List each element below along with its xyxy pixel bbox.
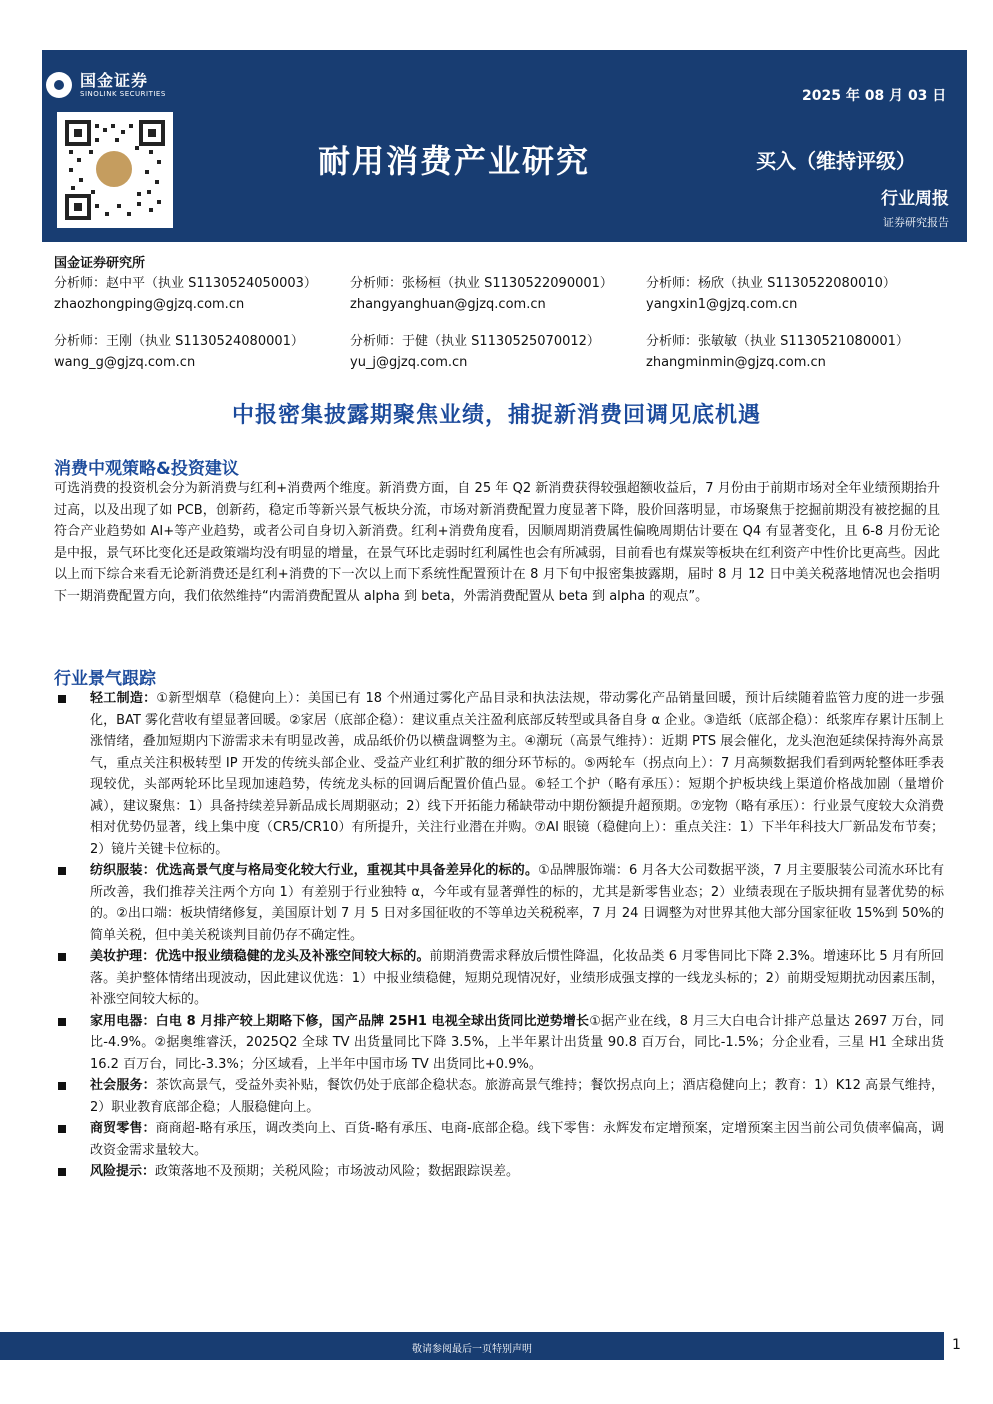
footer-disclaimer[interactable]: 敬请参阅最后一页特别声明: [412, 1344, 532, 1355]
bullet-text: ①新型烟草（稳健向上）：美国已有 18 个州通过雾化产品目录和执法法规，带动雾化产品销量回暖，预计后续随着监管力度的进一步强化，BAT 雾化营收有望显著回暖。②家居（底部企稳）：建议重点关注盈利底部反转型或具备自身 α 企业。③造纸（底部企稳）：纸浆库存累计压制上涨情绪，叠加短期内下游需求未有明显改善，成品纸价仍以横盘调整为主。④潮玩（高景气维持）：近期 PTS 展会催化，龙头泡泡延续保持海外高景气，重点关注积极转型 IP 开发的传统头部企业、受益产业红利扩散的细分环节标的。⑤两轮车（拐点向上）：7 月高频数据我们看到两轮整体旺季表现较优，头部两轮环比呈现加速趋势，传统龙头标的回调后配置价值凸显。⑥轻工个护（略有承压）：短期个护板块线上渠道价格战加剧（量增价减），建议聚焦：1）具备持续差异新品成长周期驱动；2）线下开拓能力稀缺带动中期份额提升超预期。⑦宠物（略有承压）：行业景气度较大众消费相对优势仍显著，线上集中度（CR5/CR10）有所提升，关注行业潜在并购。⑦AI 眼镜（稳健向上）：重点关注：1）下半年科技大厂新品发布节奏；2）镜片关键卡位标的。: [90, 691, 944, 857]
section-title-strategy: 消费中观策略&投资建议: [54, 459, 239, 479]
analyst-item: [350, 272, 650, 312]
bullet-home-appliance: [54, 1011, 944, 1076]
bullet-social-service: [54, 1075, 944, 1118]
analyst-name: 分析师：张杨桓（执业 S1130522090001）: [350, 276, 613, 291]
bullet-beauty-care: [54, 946, 944, 1011]
bullet-lead: 纺织服装：优选高景气度与格局变化较大行业，重视其中具备差异化的标的。: [90, 863, 539, 878]
analyst-email[interactable]: wang_g@gjzq.com.cn: [54, 355, 196, 370]
bullet-textile-apparel: [54, 860, 944, 946]
analyst-name: 分析师：王刚（执业 S1130524080001）: [54, 334, 304, 349]
analyst-name: 分析师：张敏敏（执业 S1130521080001）: [646, 334, 909, 349]
bullet-text: 商商超-略有承压，调改类向上、百货-略有承压、电商-底部企稳。线下零售：永辉发布定增预案，定增预案主因当前公司负债率偏高，调改资金需求量较大。: [90, 1121, 944, 1158]
brand-name-en: SINOLINK SECURITIES: [80, 90, 166, 98]
brand-logo: [46, 72, 166, 98]
analyst-item: [646, 272, 946, 312]
bullet-risk: [54, 1161, 944, 1183]
brand-name-cn: 国金证券: [80, 71, 149, 90]
bullet-lead: 商贸零售：: [90, 1121, 156, 1136]
bullet-lead: 美妆护理：优选中报业绩稳健的龙头及补涨空间较大标的。: [90, 949, 430, 964]
analyst-email[interactable]: yangxin1@gjzq.com.cn: [646, 297, 798, 312]
institute-name: 国金证券研究所: [54, 256, 146, 271]
analyst-name: 分析师：杨欣（执业 S1130522080010）: [646, 276, 896, 291]
analyst-email[interactable]: zhangminmin@gjzq.com.cn: [646, 355, 826, 370]
report-date: 2025 年 08 月 03 日: [802, 88, 947, 104]
section-title-tracking: 行业景气跟踪: [54, 669, 156, 689]
bullet-text: 茶饮高景气，受益外卖补贴，餐饮仍处于底部企稳状态。旅游高景气维持；餐饮拐点向上；酒店稳健向上；教育：1）K12 高景气维持，2）职业教育底部企稳；人服稳健向上。: [90, 1078, 944, 1115]
bullet-text: 前期消费需求释放后惯性降温，化妆品类 6 月零售同比下降 2.3%。增速环比 5 月有所回落。美护整体情绪出现波动，因此建议优选：1）中报业绩稳健，短期兑现情况好，业绩形成强支撑的一线龙头标的；2）前期受短期扰动因素压制，补涨空间较大标的。: [90, 949, 944, 1007]
bullet-lead: 家用电器：白电 8 月排产较上期略下修，国产品牌 25H1 电视全球出货同比逆势增长: [90, 1013, 590, 1029]
rating-label: 买入（维持评级）: [756, 149, 916, 173]
bullet-lead: 轻工制造：: [90, 691, 157, 706]
qr-code-icon: [57, 112, 173, 228]
report-headline: 中报密集披露期聚焦业绩，捕捉新消费回调见底机遇: [231, 403, 761, 428]
bullet-text: ①据产业在线，8 月三大白电合计排产总量达 2697 万台，同比-4.9%。②据奥维睿沃，2025Q2 全球 TV 出货量同比下降 3.5%，上半年累计出货量 90.8 百万台，同比-1.5%；分企业看，三星 H1 全球出货 16.2 百万台，同比-3.3%；分区域看，上半年中国市场 TV 出货同比+0.9%。: [90, 1013, 944, 1072]
analyst-item: [54, 272, 354, 312]
industry-bullet-list: [54, 688, 944, 1183]
bullet-retail: [54, 1118, 944, 1161]
bullet-text: 政策落地不及预期；关税风险；市场波动风险；数据跟踪误差。: [155, 1164, 520, 1179]
report-subtype: 证券研究报告: [883, 216, 949, 229]
analyst-item: [646, 330, 946, 370]
bullet-light-industry: [54, 688, 944, 860]
analyst-email[interactable]: zhangyanghuan@gjzq.com.cn: [350, 297, 546, 312]
bullet-text: ①品牌服饰端：6 月各大公司数据平淡，7 月主要服装公司流水环比有所改善，我们推荐关注两个方向 1）有差别于行业独特 α，今年或有显著弹性的标的，尤其是新零售业态；2）业绩表现在子版块拥有显著优势的标的。②出口端：板块情绪修复，美国原计划 7 月 5 日对多国征收的不等单边关税税率，7 月 24 日调整为对世界其他大部分国家征收 15%到 50%的简单关税，但中美关税谈判目前仍存不确定性。: [90, 863, 944, 943]
analyst-name: 分析师：于健（执业 S1130525070012）: [350, 334, 600, 349]
report-title: 耐用消费产业研究: [318, 142, 591, 180]
analyst-item: [350, 330, 650, 370]
analyst-email[interactable]: yu_j@gjzq.com.cn: [350, 355, 468, 370]
qr-center-emblem: [93, 148, 135, 190]
logo-icon: [46, 72, 72, 98]
analyst-name: 分析师：赵中平（执业 S1130524050003）: [54, 276, 317, 291]
bullet-lead: 风险提示：: [90, 1164, 156, 1179]
strategy-paragraph: 可选消费的投资机会分为新消费与红利+消费两个维度。新消费方面，自 25 年 Q2 新消费获得较强超额收益后，7 月份由于前期市场对全年业绩预期抬升过高，以及出现了如 PCB，创新药，稳定币等新兴景气板块分流，市场对新消费配置力度显著下降，股价回落明显，市场聚焦于挖掘前期没有被挖掘的且符合产业趋势如 AI+等产业趋势，或者公司自身切入新消费。红利+消费角度看，因顺周期消费属性偏晚周期估计要在 Q4 有显著变化，且 6-8 月份无论是中报，景气环比变化还是政策端均没有明显的增量，在景气环比走弱时红利属性也会有所减弱，目前看也有煤炭等板块在红利资产中性价比更高些。因此以上而下综合来看无论新消费还是红利+消费的下一次以上而下系统性配置预计在 8 月下旬中报密集披露期，届时 8 月 12 日中美关税落地情况也会指明下一期消费配置方向，我们依然维持“内需消费配置从 alpha 到 beta，外需消费配置从 beta 到 alpha 的观点”。: [54, 481, 940, 604]
analyst-email[interactable]: zhaozhongping@gjzq.com.cn: [54, 297, 245, 312]
report-type: 行业周报: [881, 189, 949, 209]
analyst-item: [54, 330, 354, 370]
page-number: 1: [952, 1337, 961, 1353]
bullet-lead: 社会服务：: [90, 1078, 156, 1093]
